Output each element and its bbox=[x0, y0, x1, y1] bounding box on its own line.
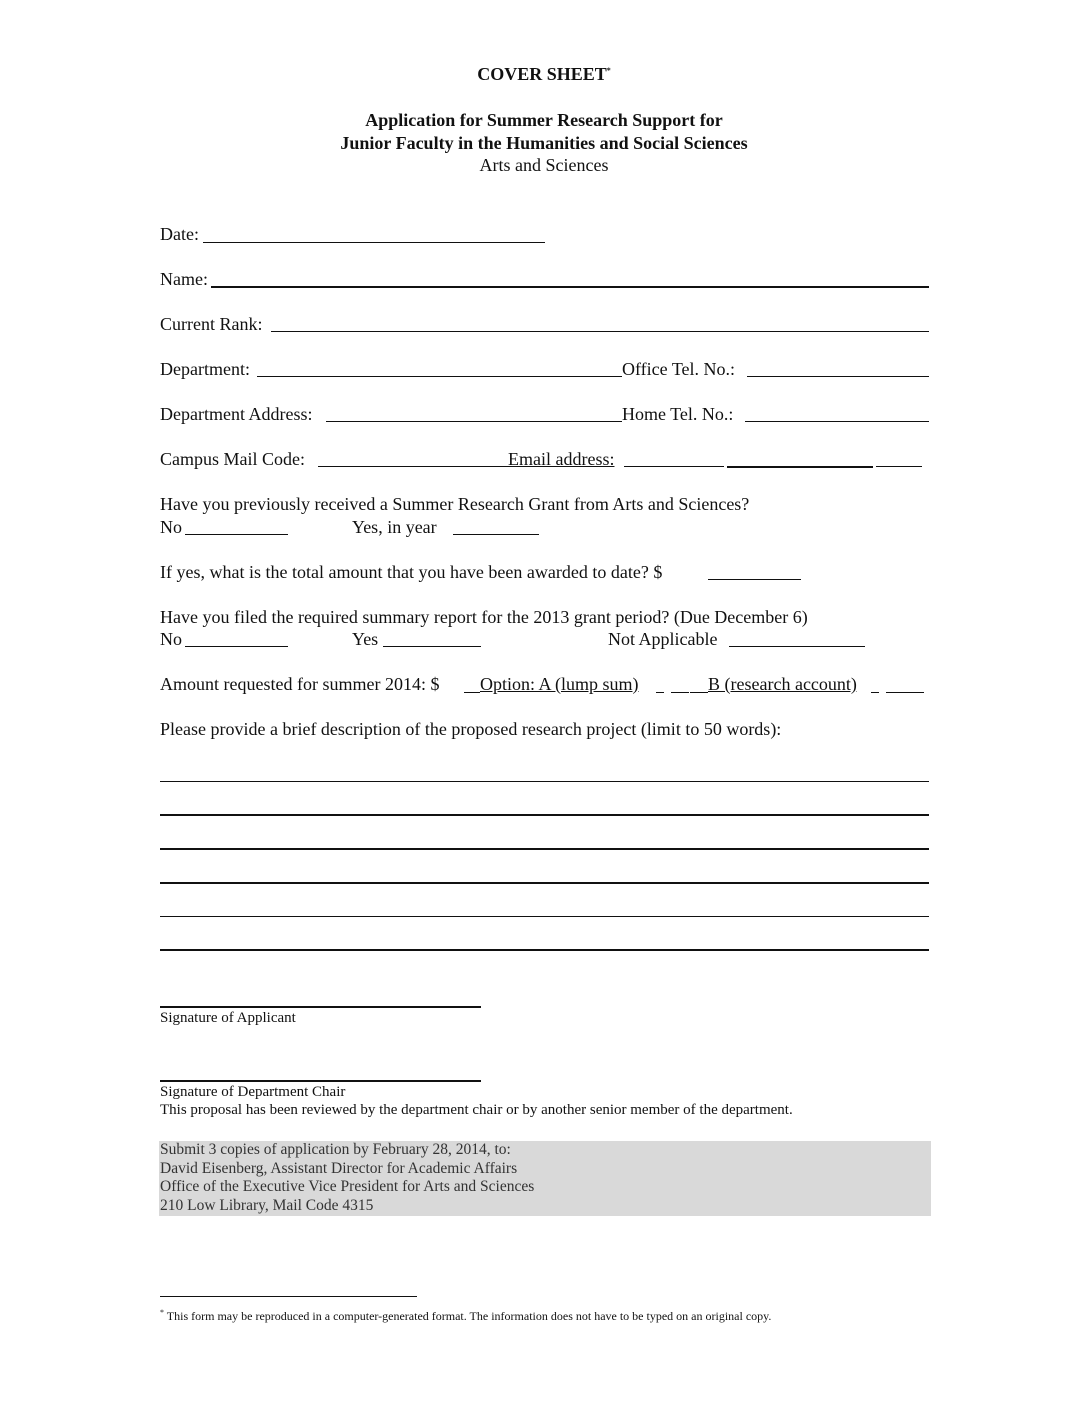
description-line-4[interactable] bbox=[160, 882, 929, 884]
description-line-3[interactable] bbox=[160, 848, 929, 850]
email-field-2[interactable] bbox=[727, 466, 873, 468]
submit-line-4: 210 Low Library, Mail Code 4315 bbox=[160, 1196, 374, 1214]
amount-field-lead[interactable] bbox=[464, 692, 480, 693]
office-tel-label: Office Tel. No.: bbox=[622, 359, 736, 379]
prev-grant-year-field[interactable] bbox=[453, 534, 539, 535]
rank-field[interactable] bbox=[271, 331, 929, 332]
description-line-2[interactable] bbox=[160, 814, 929, 816]
amount-requested-label: Amount requested for summer 2014: $ bbox=[160, 674, 440, 694]
home-tel-field[interactable] bbox=[745, 421, 929, 422]
summary-na-field[interactable] bbox=[729, 646, 865, 647]
description-line-5[interactable] bbox=[160, 916, 929, 917]
option-a-label: Option: A (lump sum) bbox=[480, 674, 639, 694]
option-b-field-2[interactable] bbox=[886, 692, 924, 693]
summary-na-label: Not Applicable bbox=[608, 629, 718, 649]
email-field[interactable] bbox=[624, 466, 724, 467]
footnote bbox=[160, 1308, 771, 1324]
name-field[interactable] bbox=[211, 286, 929, 288]
subtitle-line-3: Arts and Sciences bbox=[479, 155, 609, 175]
applicant-signature-label: Signature of Applicant bbox=[160, 1010, 296, 1026]
summary-yes-label: Yes bbox=[352, 629, 379, 649]
dept-address-field[interactable] bbox=[326, 421, 622, 422]
footnote-marker: * bbox=[606, 66, 611, 75]
summary-no-field[interactable] bbox=[185, 646, 288, 647]
prev-grant-no-label: No bbox=[160, 517, 182, 537]
date-field[interactable] bbox=[203, 242, 545, 243]
mail-code-label: Campus Mail Code: bbox=[160, 449, 305, 469]
department-label: Department: bbox=[160, 359, 250, 379]
footnote-mark: * bbox=[160, 1308, 164, 1317]
summary-yes-field[interactable] bbox=[383, 646, 481, 647]
summary-report-question: Have you filed the required summary report for the 2013 grant period? (Due December 6) bbox=[160, 607, 808, 627]
option-b-lead[interactable] bbox=[690, 692, 708, 693]
option-a-field[interactable] bbox=[656, 692, 664, 693]
applicant-signature-field[interactable] bbox=[160, 1006, 481, 1008]
description-prompt: Please provide a brief description of the proposed research project (limit to 50 words): bbox=[160, 719, 782, 739]
prev-grant-yes-label: Yes, in year bbox=[352, 517, 437, 537]
title-text: COVER SHEET bbox=[477, 64, 607, 84]
footnote-text: This form may be reproduced in a computer-generated format. The information does not have to be typed on an original copy. bbox=[166, 1309, 772, 1323]
email-label: Email address: bbox=[508, 449, 615, 469]
summary-no-label: No bbox=[160, 629, 182, 649]
option-b-field[interactable] bbox=[871, 692, 879, 693]
option-a-field-2[interactable] bbox=[671, 692, 689, 693]
chair-signature-field[interactable] bbox=[160, 1080, 481, 1082]
subtitle-line-2: Junior Faculty in the Humanities and Social Sciences bbox=[340, 133, 748, 153]
subtitle-line-1: Application for Summer Research Support for bbox=[365, 110, 723, 130]
mail-code-field[interactable] bbox=[318, 466, 508, 467]
prev-grant-question: Have you previously received a Summer Research Grant from Arts and Sciences? bbox=[160, 494, 750, 514]
description-line-6[interactable] bbox=[160, 949, 929, 951]
review-note: This proposal has been reviewed by the department chair or by another senior member of the department. bbox=[160, 1102, 793, 1118]
page-title bbox=[0, 64, 1088, 85]
prev-grant-no-field[interactable] bbox=[185, 534, 288, 535]
total-amount-question: If yes, what is the total amount that you have been awarded to date? $ bbox=[160, 562, 663, 582]
email-field-3[interactable] bbox=[876, 466, 922, 467]
chair-signature-label: Signature of Department Chair bbox=[160, 1084, 346, 1100]
description-line-1[interactable] bbox=[160, 781, 929, 782]
office-tel-field[interactable] bbox=[747, 376, 929, 377]
option-b-label: B (research account) bbox=[708, 674, 857, 694]
rank-label: Current Rank: bbox=[160, 314, 263, 334]
footnote-separator bbox=[160, 1296, 417, 1297]
date-label: Date: bbox=[160, 224, 199, 244]
total-amount-field[interactable] bbox=[708, 579, 801, 580]
submit-line-2: David Eisenberg, Assistant Director for Academic Affairs bbox=[160, 1159, 518, 1177]
home-tel-label: Home Tel. No.: bbox=[622, 404, 734, 424]
submit-instructions-box bbox=[159, 1141, 931, 1216]
name-label: Name: bbox=[160, 269, 208, 289]
submit-line-1: Submit 3 copies of application by February 28, 2014, to: bbox=[160, 1141, 511, 1158]
department-field[interactable] bbox=[257, 376, 622, 377]
submit-line-3: Office of the Executive Vice President for Arts and Sciences bbox=[160, 1178, 535, 1195]
dept-address-label: Department Address: bbox=[160, 404, 313, 424]
